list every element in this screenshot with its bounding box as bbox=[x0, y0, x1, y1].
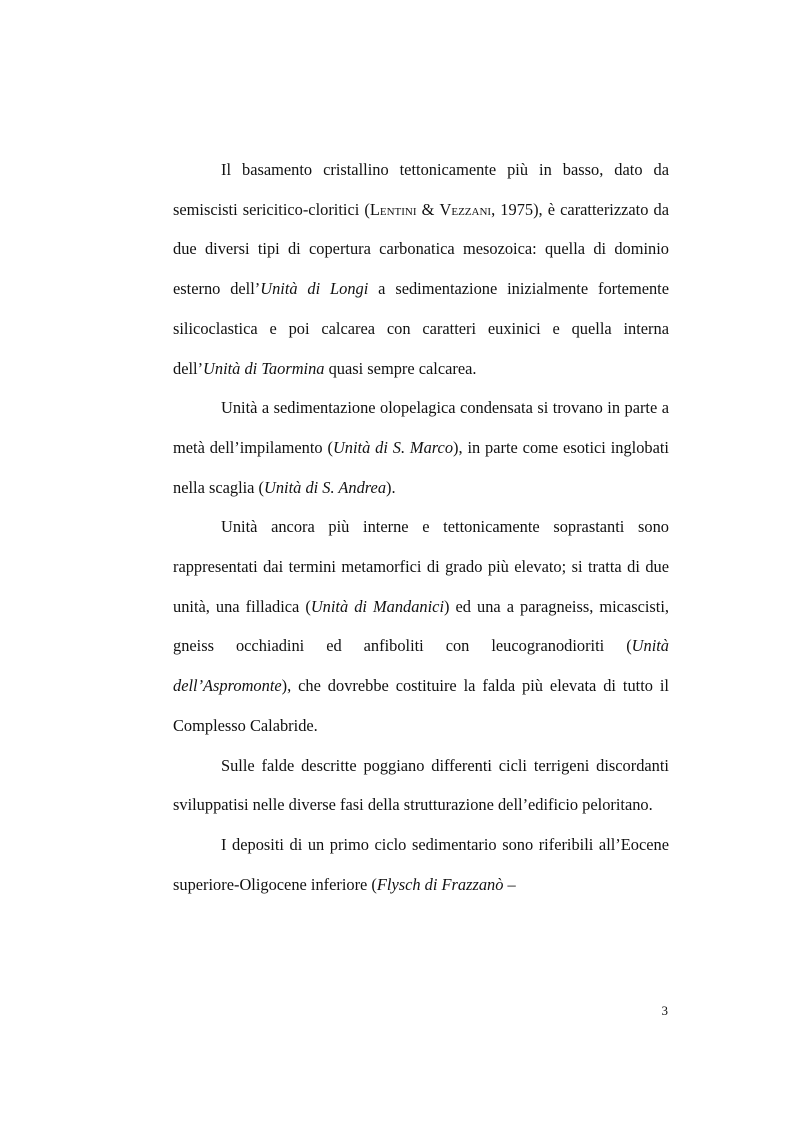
unit-name: Unità di Mandanici bbox=[310, 596, 445, 616]
unit-name: Unità dell’Aspromonte bbox=[173, 636, 669, 696]
paragraph-basement bbox=[173, 150, 669, 388]
paragraph-text: quasi sempre calcarea. bbox=[324, 358, 477, 378]
paragraph-first-cycle bbox=[173, 825, 669, 904]
paragraph-text: a sedimentazione inizialmente fortemente silicoclastica e poi calcarea con caratteri euxinici e quella interna dell’ bbox=[173, 279, 669, 378]
unit-name: Flysch di Frazzanò – bbox=[376, 874, 516, 894]
page-number: 3 bbox=[661, 1003, 668, 1018]
paragraph-olopelagic-units bbox=[173, 388, 669, 507]
paragraph-text: ), in parte come esotici inglobati nella scaglia ( bbox=[173, 437, 669, 497]
paragraph-text: Il basamento cristallino tettonicamente più in basso, dato da semiscisti sericitico-cloritici ( bbox=[173, 160, 669, 219]
body-text bbox=[173, 150, 669, 904]
paragraph-metamorphic-units bbox=[173, 507, 669, 745]
unit-name: Unità di S. Andrea bbox=[264, 477, 387, 497]
author-citation: Lentini bbox=[369, 199, 417, 219]
paragraph-text: & bbox=[416, 199, 440, 219]
unit-name: Unità di Longi bbox=[260, 279, 369, 299]
paragraph-text: Unità a sedimentazione olopelagica condensata si trovano in parte a metà dell’impilamento ( bbox=[173, 398, 669, 457]
paragraph-terrigenous-cycles bbox=[173, 746, 669, 825]
paragraph-text: ). bbox=[386, 477, 396, 497]
paragraph-text: Unità ancora più interne e tettonicamente soprastanti sono rappresentati dai termini metamorfici di grado più elevato; si tratta di due unità, una filladica ( bbox=[173, 517, 669, 616]
paragraph-text: , 1975), è caratterizzato da due diversi tipi di copertura carbonatica mesozoica: quella di dominio esterno dell’ bbox=[173, 199, 669, 299]
paragraph-text: I depositi di un primo ciclo sedimentario sono riferibili all’Eocene superiore-Oligocene inferiore ( bbox=[173, 834, 669, 894]
unit-name: Unità di Taormina bbox=[203, 358, 325, 378]
paragraph-text: ), che dovrebbe costituire la falda più elevata di tutto il Complesso Calabride. bbox=[173, 676, 669, 735]
paragraph-text: Sulle falde descritte poggiano differenti cicli terrigeni discordanti sviluppatisi nelle diverse fasi della strutturazione dell’edificio peloritano. bbox=[173, 755, 669, 815]
unit-name: Unità di S. Marco bbox=[332, 437, 454, 457]
author-citation: Vezzani bbox=[439, 199, 492, 219]
paragraph-text: ) ed una a paragneiss, micascisti, gneiss occhiadini ed anfiboliti con leucogranodioriti ( bbox=[173, 596, 670, 656]
